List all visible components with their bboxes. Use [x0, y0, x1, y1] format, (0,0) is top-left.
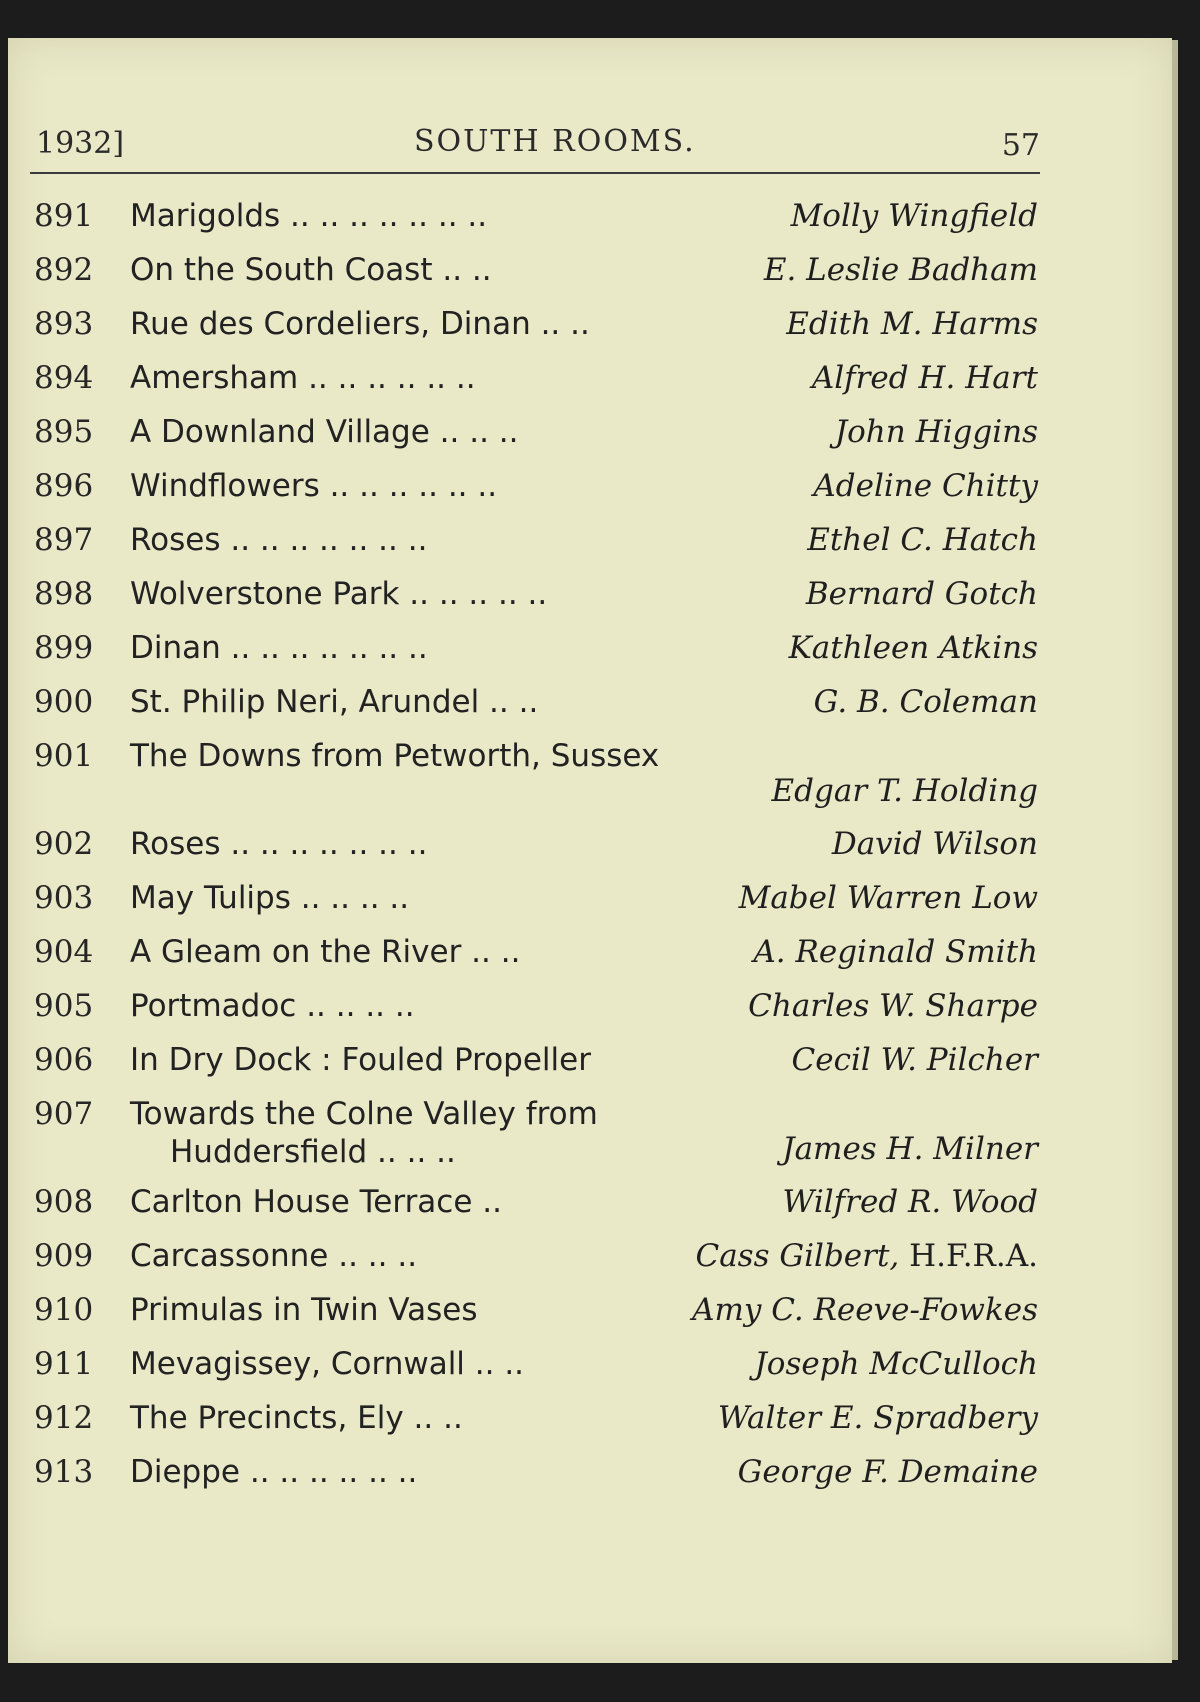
- entry-title: Carcassonne .. .. ..: [130, 1238, 418, 1274]
- entry-number: 908: [34, 1184, 94, 1220]
- entry-title: Rue des Cordeliers, Dinan .. ..: [130, 306, 590, 342]
- entry-title: Wolverstone Park .. .. .. .. ..: [130, 576, 548, 612]
- entry-title: The Precincts, Ely .. ..: [130, 1400, 463, 1436]
- entry-artist-name: Cass Gilbert,: [695, 1238, 900, 1274]
- entry-title: Primulas in Twin Vases: [130, 1292, 478, 1328]
- entry-artist: Walter E. Spradbery: [717, 1400, 1038, 1436]
- entry-artist: Amy C. Reeve-Fowkes: [692, 1292, 1038, 1328]
- header-rule: [30, 172, 1040, 174]
- entry-title: A Gleam on the River .. ..: [130, 934, 521, 970]
- catalogue-entry: [30, 1398, 1042, 1452]
- entry-number: 906: [34, 1042, 94, 1078]
- entry-title: Marigolds .. .. .. .. .. .. ..: [130, 198, 488, 234]
- entry-title: In Dry Dock : Fouled Propeller: [130, 1042, 591, 1078]
- entry-number: 907: [34, 1096, 94, 1132]
- header-title: SOUTH ROOMS.: [414, 124, 696, 159]
- catalogue-entry: [30, 574, 1042, 628]
- entry-artist: Joseph McCulloch: [754, 1346, 1038, 1382]
- catalogue-entry: [30, 932, 1042, 986]
- entry-number: 892: [34, 252, 94, 288]
- entry-title: Portmadoc .. .. .. ..: [130, 988, 415, 1024]
- catalogue-entry: [30, 358, 1042, 412]
- entry-number: 898: [34, 576, 94, 612]
- entry-artist: James H. Milner: [782, 1131, 1038, 1167]
- entry-number: 894: [34, 360, 94, 396]
- catalogue-entry: [30, 1290, 1042, 1344]
- catalogue-entry: [30, 1094, 1042, 1182]
- entry-artist: George F. Demaine: [737, 1454, 1038, 1490]
- entry-artist: Charles W. Sharpe: [748, 988, 1038, 1024]
- entry-title-line1: Towards the Colne Valley from: [130, 1096, 598, 1132]
- entry-title: Windflowers .. .. .. .. .. ..: [130, 468, 498, 504]
- entry-title: May Tulips .. .. .. ..: [130, 880, 410, 916]
- catalogue-entry: [30, 196, 1042, 250]
- catalogue-entry: [30, 628, 1042, 682]
- entry-title: On the South Coast .. ..: [130, 252, 492, 288]
- entry-number: 910: [34, 1292, 94, 1328]
- entry-artist: Kathleen Atkins: [788, 630, 1038, 666]
- catalogue-entry: [30, 1040, 1042, 1094]
- entry-number: 905: [34, 988, 94, 1024]
- catalogue-entry: [30, 250, 1042, 304]
- entry-artist: [695, 1238, 1038, 1274]
- catalogue-entry: [30, 520, 1042, 574]
- entry-title: Dinan .. .. .. .. .. .. ..: [130, 630, 428, 666]
- entry-artist: David Wilson: [831, 826, 1038, 862]
- entry-artist: E. Leslie Badham: [763, 252, 1038, 288]
- entry-number: 912: [34, 1400, 94, 1436]
- entry-artist: Alfred H. Hart: [811, 360, 1038, 396]
- catalogue-list: [30, 196, 1042, 1506]
- catalogue-entry: [30, 1452, 1042, 1506]
- catalogue-entry: [30, 1236, 1042, 1290]
- entry-number: 904: [34, 934, 94, 970]
- entry-artist: Adeline Chitty: [813, 468, 1038, 504]
- catalogue-entry: [30, 1344, 1042, 1398]
- entry-artist: John Higgins: [834, 414, 1038, 450]
- entry-number: 897: [34, 522, 94, 558]
- entry-artist: Edgar T. Holding: [771, 773, 1038, 809]
- entry-number: 903: [34, 880, 94, 916]
- catalogue-entry: [30, 824, 1042, 878]
- entry-artist: G. B. Coleman: [813, 684, 1038, 720]
- entry-artist: A. Reginald Smith: [753, 934, 1038, 970]
- catalogue-entry: [30, 1182, 1042, 1236]
- entry-title: A Downland Village .. .. ..: [130, 414, 519, 450]
- entry-number: 896: [34, 468, 94, 504]
- entry-title: Amersham .. .. .. .. .. ..: [130, 360, 476, 396]
- entry-artist: Ethel C. Hatch: [807, 522, 1038, 558]
- running-header: [30, 120, 1040, 170]
- entry-number: 901: [34, 738, 94, 774]
- entry-number: 891: [34, 198, 94, 234]
- entry-artist: Bernard Gotch: [805, 576, 1038, 612]
- catalogue-entry: [30, 986, 1042, 1040]
- catalogue-entry: [30, 466, 1042, 520]
- catalogue-entry: [30, 412, 1042, 466]
- entry-artist-suffix: H.F.R.A.: [899, 1238, 1038, 1274]
- entry-title: Roses .. .. .. .. .. .. ..: [130, 826, 428, 862]
- entry-number: 902: [34, 826, 94, 862]
- header-year: 1932]: [36, 126, 125, 161]
- catalogue-entry: [30, 682, 1042, 736]
- entry-number: 911: [34, 1346, 94, 1382]
- entry-number: 893: [34, 306, 94, 342]
- entry-title: Dieppe .. .. .. .. .. ..: [130, 1454, 418, 1490]
- entry-artist: Edith M. Harms: [786, 306, 1038, 342]
- catalogue-entry: [30, 878, 1042, 932]
- entry-title: Carlton House Terrace ..: [130, 1184, 502, 1220]
- entry-title-line2: Huddersfield .. .. ..: [170, 1134, 456, 1170]
- entry-artist: Molly Wingfield: [790, 198, 1038, 234]
- entry-title: The Downs from Petworth, Sussex: [130, 738, 660, 774]
- entry-title: Roses .. .. .. .. .. .. ..: [130, 522, 428, 558]
- entry-number: 899: [34, 630, 94, 666]
- entry-number: 895: [34, 414, 94, 450]
- entry-artist: Wilfred R. Wood: [782, 1184, 1038, 1220]
- entry-title: [130, 1096, 790, 1170]
- page-number: 57: [1001, 128, 1040, 163]
- page-edge: [1172, 40, 1178, 1660]
- catalogue-entry: [30, 736, 1042, 824]
- entry-number: 900: [34, 684, 94, 720]
- entry-number: 913: [34, 1454, 94, 1490]
- catalogue-entry: [30, 304, 1042, 358]
- entry-artist: Cecil W. Pilcher: [791, 1042, 1038, 1078]
- entry-title: Mevagissey, Cornwall .. ..: [130, 1346, 525, 1382]
- entry-title: St. Philip Neri, Arundel .. ..: [130, 684, 539, 720]
- entry-artist: Mabel Warren Low: [738, 880, 1038, 916]
- entry-number: 909: [34, 1238, 94, 1274]
